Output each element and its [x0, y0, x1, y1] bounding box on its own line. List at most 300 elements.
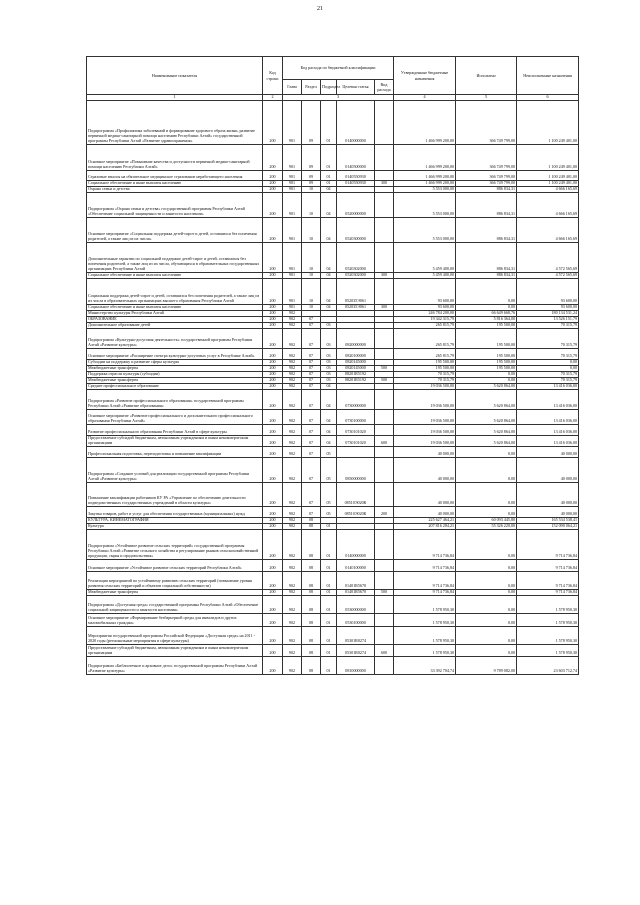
cell-approved: 1 466 999 200,00 — [394, 145, 456, 171]
cell-vid — [375, 329, 394, 349]
cell-glava: 902 — [283, 384, 302, 390]
cell-executed: 0,00 — [456, 372, 517, 378]
cell-unexecuted: 9 714 736,84 — [517, 590, 579, 596]
cell-executed: 0,00 — [456, 530, 517, 560]
cell-approved: 1 578 950,30 — [394, 627, 456, 645]
header-num-3: 3 — [283, 95, 394, 101]
cell-name: Подпрограмма «Доступная среда» государственной программы Республики Алтай «Обеспечение социальной защищенности и занятости населения» — [87, 596, 263, 614]
cell-unexecuted: 4 572 565,69 — [517, 243, 579, 273]
cell-approved: 40 000,00 — [394, 447, 456, 458]
table-row — [87, 507, 579, 518]
cell-executed: 195 500,00 — [456, 349, 517, 360]
cell-target: 0820145000 — [337, 366, 375, 372]
table-row — [87, 243, 579, 273]
cell-razdel: 08 — [302, 627, 321, 645]
cell-podrazdel: 01 — [321, 145, 337, 171]
cell-row-code: 200 — [263, 384, 283, 390]
cell-name: Подпрограмма «Профилактика заболеваний и формирование здорового образа жизни, развитие первичной медико-санитарной помощи населению Республики Алтай» государственной программы Республики Алтай «Развитие здравоохранения» — [87, 101, 263, 145]
cell-vid — [375, 483, 394, 507]
cell-approved: 5 459 400,00 — [394, 243, 456, 273]
cell-razdel: 08 — [302, 614, 321, 627]
cell-name: Основное мероприятие «Устойчивое развитие сельских территорий Республики Алтай» — [87, 560, 263, 572]
cell-executed: 5 620 864,00 — [456, 425, 517, 436]
cell-approved: 265 815,79 — [394, 323, 456, 329]
cell-executed: 5 816 364,00 — [456, 317, 517, 323]
cell-target: 08510Э020К — [337, 483, 375, 507]
cell-razdel: 08 — [302, 657, 321, 675]
cell-approved: 70 315,79 — [394, 378, 456, 384]
page-number: 21 — [317, 6, 323, 12]
cell-approved: 1 578 950,30 — [394, 596, 456, 614]
cell-glava: 902 — [283, 572, 302, 590]
cell-name: Подпрограмма «Культурно-досуговая деятельность» государственной программы Республики Алтай «Развитие культуры» — [87, 329, 263, 349]
cell-podrazdel: 04 — [321, 193, 337, 218]
cell-podrazdel: 01 — [321, 596, 337, 614]
cell-vid — [375, 390, 394, 410]
cell-executed: 0,00 — [456, 507, 517, 518]
cell-vid — [375, 349, 394, 360]
cell-name: Предоставление субсидий бюджетным, автономным учреждениям и иным некоммерческим организациям — [87, 436, 263, 447]
cell-approved: 9 714 736,84 — [394, 572, 456, 590]
cell-executed: 0,00 — [456, 590, 517, 596]
cell-glava: 902 — [283, 372, 302, 378]
cell-razdel: 10 — [302, 273, 321, 279]
cell-name: Министерство культуры Республики Алтай — [87, 311, 263, 317]
cell-podrazdel: 04 — [321, 243, 337, 273]
cell-vid — [375, 243, 394, 273]
cell-podrazdel: 01 — [321, 560, 337, 572]
cell-approved: 9 714 736,84 — [394, 590, 456, 596]
cell-approved: 225 627 464,21 — [394, 518, 456, 524]
cell-razdel: 07 — [302, 483, 321, 507]
cell-glava: 902 — [283, 447, 302, 458]
cell-podrazdel: 01 — [321, 171, 337, 181]
cell-target: 0140000000 — [337, 101, 375, 145]
cell-row-code: 200 — [263, 378, 283, 384]
cell-target: 0820100000 — [337, 349, 375, 360]
cell-podrazdel: 03 — [321, 378, 337, 384]
cell-vid — [375, 614, 394, 627]
cell-row-code: 200 — [263, 372, 283, 378]
cell-glava: 901 — [283, 181, 302, 187]
cell-podrazdel: 04 — [321, 410, 337, 425]
cell-row-code: 200 — [263, 483, 283, 507]
cell-target: 0140500000 — [337, 145, 375, 171]
cell-target: 052035Э061 — [337, 305, 375, 311]
cell-glava: 902 — [283, 410, 302, 425]
cell-glava: 902 — [283, 507, 302, 518]
cell-name: Социальное обеспечение и иные выплаты населению — [87, 305, 263, 311]
cell-executed: 0,00 — [456, 305, 517, 311]
cell-executed: 0,00 — [456, 614, 517, 627]
cell-vid: 300 — [375, 181, 394, 187]
cell-executed: 366 749 799,00 — [456, 145, 517, 171]
table-row — [87, 596, 579, 614]
cell-razdel: 07 — [302, 378, 321, 384]
cell-unexecuted: 70 315,79 — [517, 329, 579, 349]
cell-vid — [375, 627, 394, 645]
cell-unexecuted: 0,00 — [517, 366, 579, 372]
cell-executed: 5 620 864,00 — [456, 390, 517, 410]
cell-vid — [375, 530, 394, 560]
cell-glava: 901 — [283, 187, 302, 193]
cell-target: 052035Э061 — [337, 279, 375, 305]
cell-podrazdel: 05 — [321, 447, 337, 458]
cell-unexecuted: 165 534 538,41 — [517, 518, 579, 524]
cell-vid — [375, 560, 394, 572]
cell-row-code: 200 — [263, 447, 283, 458]
cell-unexecuted: 152 090 064,21 — [517, 524, 579, 530]
cell-glava: 901 — [283, 193, 302, 218]
cell-razdel: 09 — [302, 101, 321, 145]
cell-executed: 5 620 864,00 — [456, 410, 517, 425]
cell-approved: 265 815,79 — [394, 349, 456, 360]
cell-target: 05301R0274 — [337, 645, 375, 657]
header-budget-code: Код расхода по бюджетной классификации — [283, 57, 394, 80]
cell-name: ОБРАЗОВАНИЕ — [87, 317, 263, 323]
cell-unexecuted: 1 100 249 401,00 — [517, 181, 579, 187]
cell-executed: 195 500,00 — [456, 360, 517, 366]
cell-glava: 901 — [283, 243, 302, 273]
cell-unexecuted: 4 666 165,69 — [517, 187, 579, 193]
cell-razdel: 07 — [302, 390, 321, 410]
cell-target: 0820000000 — [337, 329, 375, 349]
cell-unexecuted: 40 000,00 — [517, 483, 579, 507]
cell-vid — [375, 410, 394, 425]
cell-target: 0520300000 — [337, 218, 375, 243]
cell-vid: 500 — [375, 378, 394, 384]
cell-name: Подпрограмма «Создание условий для реализации государственной программы Республики Алтай «Развитие культуры» — [87, 458, 263, 483]
cell-row-code: 200 — [263, 323, 283, 329]
cell-target: 0810000000 — [337, 657, 375, 675]
header-num-6: 6 — [517, 95, 579, 101]
cell-unexecuted: 9 714 736,84 — [517, 560, 579, 572]
cell-unexecuted: 40 000,00 — [517, 458, 579, 483]
table-row — [87, 390, 579, 410]
cell-approved: 33 392 704,74 — [394, 657, 456, 675]
cell-row-code: 200 — [263, 171, 283, 181]
cell-podrazdel: 01 — [321, 101, 337, 145]
cell-executed: 195 500,00 — [456, 329, 517, 349]
cell-unexecuted: 4 572 565,69 — [517, 273, 579, 279]
cell-row-code: 200 — [263, 518, 283, 524]
cell-razdel: 08 — [302, 530, 321, 560]
cell-name: Дополнительные гарантии по социальной поддержке детей-сирот и детей, оставшихся без попечения родителей, а также лиц из их числа, обучающихся в образовательных государственных организациях Республики Алтай — [87, 243, 263, 273]
cell-glava: 902 — [283, 590, 302, 596]
cell-unexecuted: 0,00 — [517, 360, 579, 366]
cell-glava: 902 — [283, 329, 302, 349]
cell-podrazdel: 01 — [321, 181, 337, 187]
cell-target: 01401R5670 — [337, 590, 375, 596]
table-row — [87, 218, 579, 243]
cell-unexecuted: 13 416 036,00 — [517, 436, 579, 447]
table-row — [87, 329, 579, 349]
cell-approved: 5 459 400,00 — [394, 273, 456, 279]
table-row — [87, 447, 579, 458]
table-row — [87, 145, 579, 171]
cell-approved: 195 500,00 — [394, 366, 456, 372]
cell-podrazdel: 04 — [321, 425, 337, 436]
cell-approved: 5 553 000,00 — [394, 218, 456, 243]
table-row — [87, 645, 579, 657]
cell-executed: 0,00 — [456, 447, 517, 458]
table-row — [87, 614, 579, 627]
cell-glava: 902 — [283, 657, 302, 675]
cell-vid: 300 — [375, 273, 394, 279]
cell-executed: 366 749 799,00 — [456, 181, 517, 187]
cell-vid — [375, 101, 394, 145]
cell-name: Основное мероприятие «Развитие профессионального и дополнительного профессионального образования Республики Алтай» — [87, 410, 263, 425]
cell-unexecuted: 40 000,00 — [517, 447, 579, 458]
cell-target: 0530000000 — [337, 596, 375, 614]
cell-row-code: 200 — [263, 657, 283, 675]
cell-row-code: 200 — [263, 614, 283, 627]
cell-podrazdel: 04 — [321, 384, 337, 390]
cell-row-code: 200 — [263, 627, 283, 645]
cell-glava: 901 — [283, 101, 302, 145]
cell-glava: 902 — [283, 349, 302, 360]
cell-unexecuted: 70 315,79 — [517, 378, 579, 384]
cell-executed: 886 834,31 — [456, 193, 517, 218]
cell-unexecuted: 1 578 950,30 — [517, 645, 579, 657]
cell-approved: 1 466 999 200,00 — [394, 181, 456, 187]
cell-executed: 886 834,31 — [456, 187, 517, 193]
cell-target: 0730101020 — [337, 436, 375, 447]
cell-glava: 901 — [283, 145, 302, 171]
cell-approved: 246 784 200,00 — [394, 311, 456, 317]
cell-razdel: 10 — [302, 243, 321, 273]
cell-approved: 93 600,00 — [394, 305, 456, 311]
cell-target: 0520302000 — [337, 243, 375, 273]
cell-row-code: 200 — [263, 458, 283, 483]
cell-vid — [375, 279, 394, 305]
cell-razdel: 08 — [302, 596, 321, 614]
cell-target: 0140550930 — [337, 181, 375, 187]
header-row-code: Код строки — [263, 57, 283, 95]
cell-approved: 5 553 000,00 — [394, 193, 456, 218]
header-num-2: 2 — [263, 95, 283, 101]
table-row — [87, 483, 579, 507]
cell-row-code: 200 — [263, 329, 283, 349]
cell-razdel: 07 — [302, 366, 321, 372]
cell-row-code: 200 — [263, 572, 283, 590]
cell-podrazdel: 01 — [321, 657, 337, 675]
cell-target: 0140550930 — [337, 171, 375, 181]
cell-razdel: 07 — [302, 349, 321, 360]
cell-executed: 886 834,31 — [456, 218, 517, 243]
cell-unexecuted: 9 714 736,84 — [517, 530, 579, 560]
cell-razdel: 09 — [302, 171, 321, 181]
cell-executed: 55 326 220,00 — [456, 524, 517, 530]
cell-executed: 66 649 668,76 — [456, 311, 517, 317]
cell-podrazdel: 04 — [321, 273, 337, 279]
table-row — [87, 530, 579, 560]
cell-razdel: 07 — [302, 329, 321, 349]
cell-razdel: 07 — [302, 360, 321, 366]
cell-glava: 902 — [283, 524, 302, 530]
cell-executed: 0,00 — [456, 378, 517, 384]
cell-glava: 902 — [283, 360, 302, 366]
cell-approved: 1 466 999 200,00 — [394, 101, 456, 145]
cell-unexecuted: 1 578 950,30 — [517, 596, 579, 614]
cell-glava: 901 — [283, 279, 302, 305]
cell-target: 0820145000 — [337, 360, 375, 366]
cell-razdel: 07 — [302, 425, 321, 436]
cell-approved: 19 036 500,00 — [394, 384, 456, 390]
cell-unexecuted: 4 666 165,69 — [517, 193, 579, 218]
cell-approved: 19 036 500,00 — [394, 425, 456, 436]
cell-podrazdel: 03 — [321, 372, 337, 378]
cell-razdel: 07 — [302, 317, 321, 323]
cell-glava: 902 — [283, 530, 302, 560]
cell-target: 0730101020 — [337, 425, 375, 436]
table-body — [87, 101, 579, 675]
cell-executed: 60 093 445,80 — [456, 518, 517, 524]
cell-podrazdel: 01 — [321, 590, 337, 596]
cell-razdel: 07 — [302, 372, 321, 378]
cell-target: 01401R5670 — [337, 572, 375, 590]
cell-razdel: 08 — [302, 645, 321, 657]
cell-glava: 902 — [283, 614, 302, 627]
cell-unexecuted: 13 416 036,00 — [517, 390, 579, 410]
cell-podrazdel: 05 — [321, 458, 337, 483]
cell-unexecuted: 93 600,00 — [517, 279, 579, 305]
cell-unexecuted: 4 666 165,69 — [517, 218, 579, 243]
cell-row-code: 200 — [263, 507, 283, 518]
table-row — [87, 279, 579, 305]
cell-row-code: 200 — [263, 390, 283, 410]
cell-podrazdel: 04 — [321, 436, 337, 447]
cell-vid: 200 — [375, 507, 394, 518]
cell-podrazdel: 04 — [321, 218, 337, 243]
cell-executed: 366 749 799,00 — [456, 171, 517, 181]
header-glava: Глава — [283, 80, 302, 95]
cell-unexecuted: 40 000,00 — [517, 507, 579, 518]
cell-razdel: 10 — [302, 187, 321, 193]
cell-name: КУЛЬТУРА, КИНЕМАТОГРАФИЯ — [87, 518, 263, 524]
cell-vid: 500 — [375, 590, 394, 596]
cell-approved: 195 500,00 — [394, 360, 456, 366]
cell-unexecuted: 13 416 036,00 — [517, 425, 579, 436]
cell-name: Социальное обеспечение и иные выплаты населению — [87, 181, 263, 187]
cell-podrazdel: 01 — [321, 614, 337, 627]
cell-executed: 0,00 — [456, 645, 517, 657]
cell-unexecuted: 70 315,79 — [517, 349, 579, 360]
cell-glava: 901 — [283, 273, 302, 279]
cell-name: Повышение квалификации работников КУ РА «Управление по обеспечению деятельности подведомственных государственных учреждений в области культуры» — [87, 483, 263, 507]
cell-vid — [375, 218, 394, 243]
cell-podrazdel: 01 — [321, 524, 337, 530]
cell-razdel: 07 — [302, 436, 321, 447]
cell-glava: 902 — [283, 596, 302, 614]
cell-razdel: 10 — [302, 193, 321, 218]
cell-vid — [375, 171, 394, 181]
cell-approved: 1 578 950,30 — [394, 614, 456, 627]
cell-glava: 902 — [283, 560, 302, 572]
cell-target: 0730100000 — [337, 410, 375, 425]
header-num-5: 5 — [456, 95, 517, 101]
cell-glava: 902 — [283, 483, 302, 507]
cell-glava: 902 — [283, 366, 302, 372]
cell-row-code: 200 — [263, 425, 283, 436]
cell-approved: 9 714 736,84 — [394, 560, 456, 572]
cell-podrazdel: 04 — [321, 305, 337, 311]
cell-row-code: 200 — [263, 524, 283, 530]
cell-vid: 300 — [375, 305, 394, 311]
cell-name: Основное мероприятие «Повышение качества и доступности первичной медико-санитарной помощи населению Республики Алтай» — [87, 145, 263, 171]
cell-unexecuted: 1 100 249 401,00 — [517, 171, 579, 181]
cell-approved: 9 714 736,84 — [394, 530, 456, 560]
cell-approved: 5 553 000,00 — [394, 187, 456, 193]
cell-row-code: 200 — [263, 181, 283, 187]
cell-name: Предоставление субсидий бюджетным, автономным учреждениям и иным некоммерческим организациям — [87, 645, 263, 657]
cell-approved: 19 036 500,00 — [394, 390, 456, 410]
cell-unexecuted: 9 714 736,84 — [517, 572, 579, 590]
cell-approved: 40 000,00 — [394, 483, 456, 507]
cell-podrazdel: 01 — [321, 645, 337, 657]
cell-glava: 902 — [283, 436, 302, 447]
cell-row-code: 200 — [263, 560, 283, 572]
cell-glava: 902 — [283, 390, 302, 410]
header-approved: Утвержденные бюджетные назначения — [394, 57, 456, 95]
cell-unexecuted: 70 315,79 — [517, 323, 579, 329]
cell-executed: 0,00 — [456, 596, 517, 614]
cell-row-code: 200 — [263, 193, 283, 218]
cell-podrazdel: 04 — [321, 279, 337, 305]
cell-target: 0530100000 — [337, 614, 375, 627]
cell-executed: 5 620 864,00 — [456, 384, 517, 390]
cell-razdel: 08 — [302, 572, 321, 590]
cell-razdel: 10 — [302, 305, 321, 311]
cell-vid — [375, 447, 394, 458]
cell-name: Межбюджетные трансферты — [87, 590, 263, 596]
cell-vid: 500 — [375, 366, 394, 372]
table-row — [87, 627, 579, 645]
cell-row-code: 200 — [263, 360, 283, 366]
cell-vid — [375, 458, 394, 483]
cell-razdel: 07 — [302, 447, 321, 458]
cell-executed: 195 500,00 — [456, 366, 517, 372]
cell-row-code: 200 — [263, 311, 283, 317]
cell-row-code: 200 — [263, 436, 283, 447]
cell-name: Поддержка отрасли культуры (субсидии) — [87, 372, 263, 378]
cell-name: Подпрограмма «Устойчивое развитие сельских территорий» государственной программы Республики Алтай «Развитие сельского хозяйства и регулирование рынков сельскохозяйственной продукции, сырья и продовольствия» — [87, 530, 263, 560]
cell-vid — [375, 193, 394, 218]
table-row — [87, 560, 579, 572]
header-razdel: Раздел — [302, 80, 321, 95]
cell-executed: 886 834,31 — [456, 243, 517, 273]
cell-vid: 600 — [375, 645, 394, 657]
cell-name: Охрана семьи и детства — [87, 187, 263, 193]
cell-approved: 93 600,00 — [394, 279, 456, 305]
cell-podrazdel: 03 — [321, 323, 337, 329]
header-num-1: 1 — [87, 95, 263, 101]
cell-executed: 0,00 — [456, 572, 517, 590]
cell-unexecuted: 180 134 531,24 — [517, 311, 579, 317]
cell-target: 05301R0274 — [337, 627, 375, 645]
cell-razdel: 08 — [302, 524, 321, 530]
table-row — [87, 458, 579, 483]
cell-target: 0140000000 — [337, 530, 375, 560]
cell-razdel: 08 — [302, 590, 321, 596]
cell-target: 0520302000 — [337, 273, 375, 279]
cell-executed: 9 789 082,00 — [456, 657, 517, 675]
cell-target: 08201R5192 — [337, 378, 375, 384]
cell-podrazdel: 03 — [321, 329, 337, 349]
cell-razdel: 07 — [302, 507, 321, 518]
table-row — [87, 572, 579, 590]
cell-razdel: 10 — [302, 218, 321, 243]
